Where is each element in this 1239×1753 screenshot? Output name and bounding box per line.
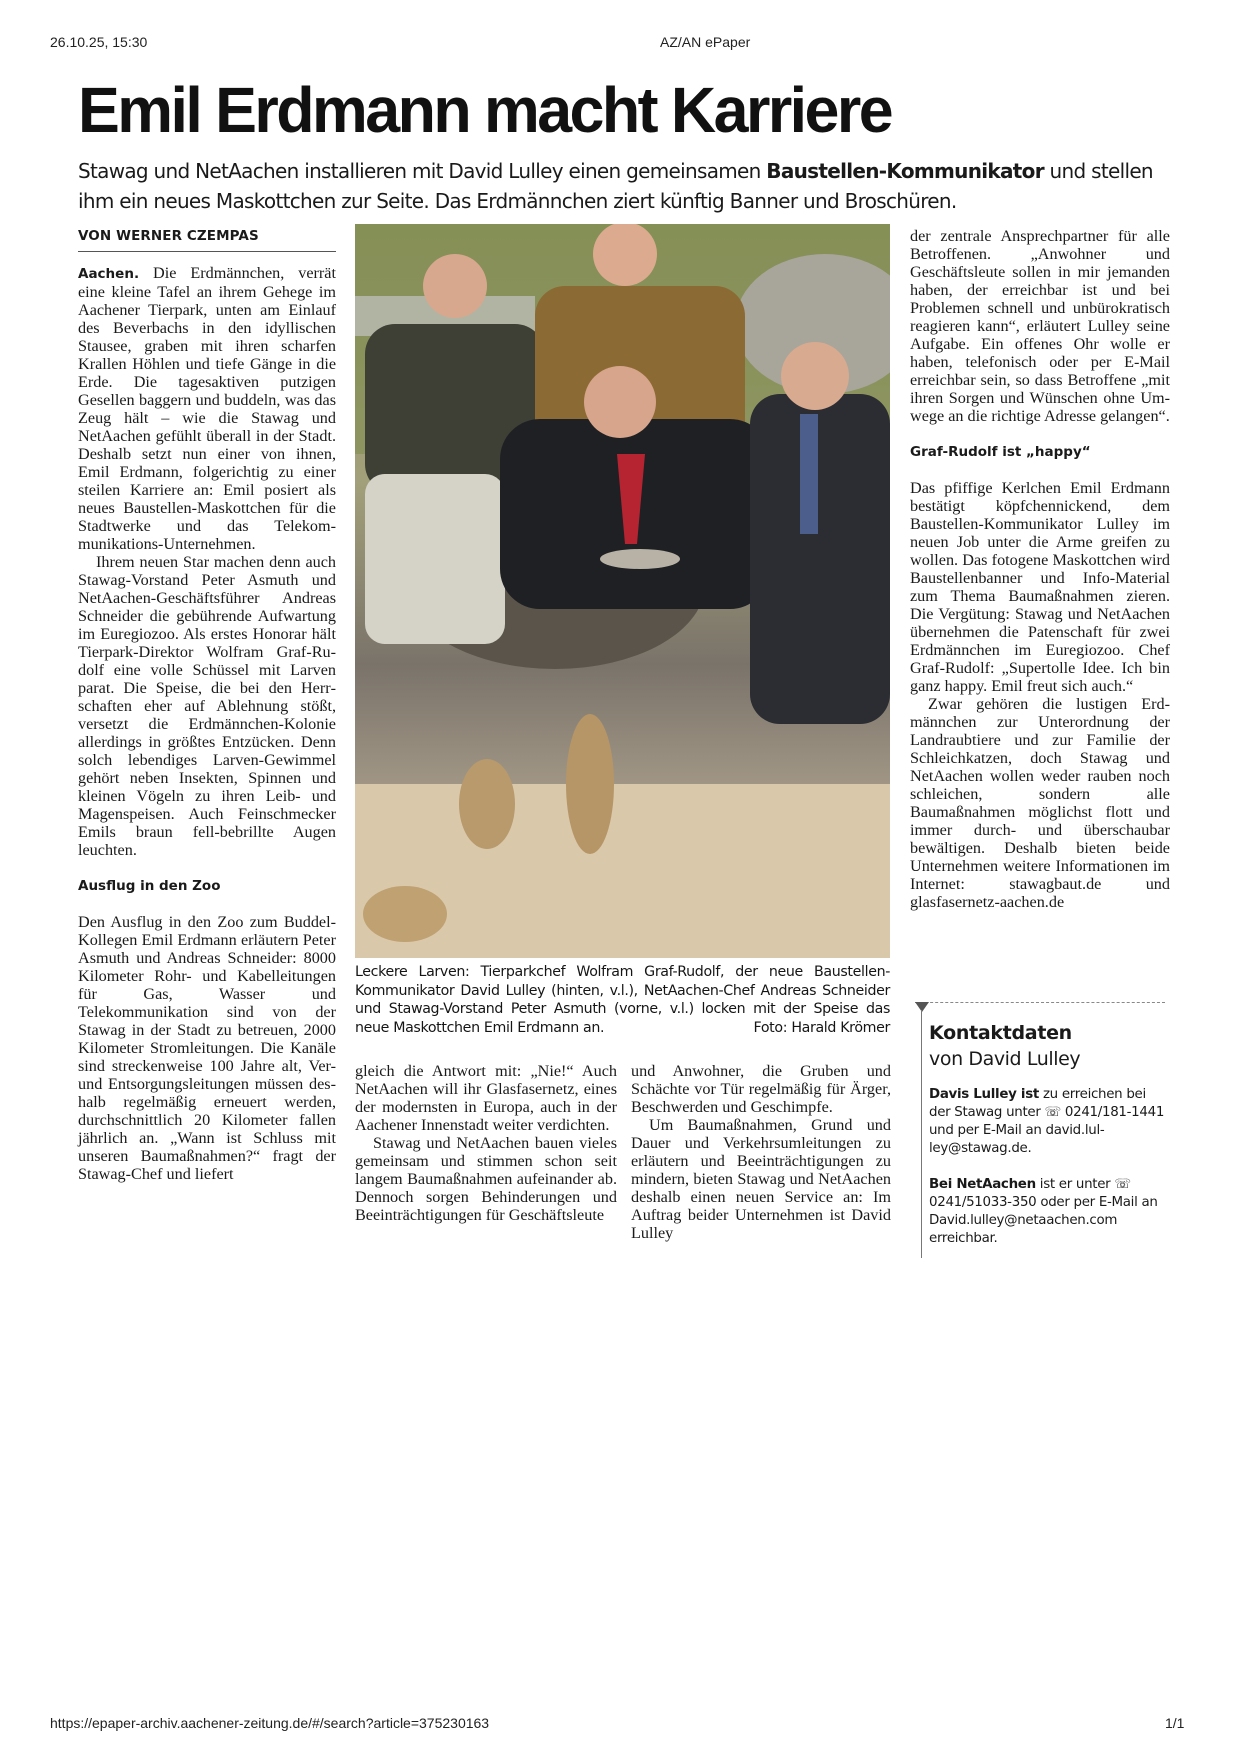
contact-lead: Bei NetAachen	[929, 1177, 1036, 1192]
article-column-2	[355, 1062, 617, 1224]
person-back-head	[593, 224, 657, 286]
print-page-number: 1/1	[1165, 1715, 1185, 1731]
person-front-head	[584, 366, 656, 438]
article-column-3	[631, 1062, 891, 1242]
photo-illustration	[355, 224, 890, 958]
infobox-title: Kontaktdaten	[929, 1022, 1072, 1044]
section-subtitle: Graf-Rudolf ist „happy“	[910, 444, 1091, 460]
paragraph: Stawag und NetAachen bauen vieles gemeinsam und stimmen schon seit langem Baumaßnahmen aufeinander ab. Dennoch sorgen Behinderungen und Beeinträchtigungen für Geschäftsleute	[355, 1134, 617, 1224]
subhead-text-1: Stawag und NetAachen installieren mit David Lulley einen gemeinsamen	[78, 159, 767, 183]
subhead-text-2: und stellen ihm ein neues Maskottchen zur Seite. Das Erdmännchen ziert künftig Banner und Broschüren.	[78, 159, 1153, 213]
paragraph-text: Die Erdmännchen, verrät eine kleine Tafel an ihrem Gehege im Aachener Tierpark, unten am Einlauf des Beverbachs in den idyllischen Stausee, graben mit ihren scharfen Krallen Höhlen und tiefe Gänge in die Erde. Die tagesaktiven putzigen Gesellen baggern und buddeln, was das Zeug hält – wie die Stawag und NetAachen gefühlt überall in der Stadt. Deshalb setzt nun einer von ihnen, Emil Erdmann, folgerichtig zu einer steilen Karriere an: Emil posiert als neues Baustellen-Maskottchen für die Stadtwerke und das Telekommunikations-Unternehmen.	[78, 264, 336, 553]
meerkat	[566, 714, 614, 854]
subhead-highlight: Baustellen-Kommunikator	[766, 159, 1044, 183]
meerkat	[363, 886, 447, 942]
paragraph: Das pfiffige Kerlchen Emil Erdmann bestätigt köpfchennickend, dem Baustellen-Kommunikator Lulley im neuen Job unter die Arme greifen zu wollen. Das fotogene Maskottchen wird Baustellenbanner und Info-Material zum Thema Baumaßnahmen zieren. Die Vergütung: Stawag und NetAachen übernehmen die Patenschaft für zwei Erdmännchen im Euregiozoo. Chef Graf-Rudolf: „Supertolle Idee. Ich bin ganz happy. Emil freut sich auch.“	[910, 479, 1170, 695]
section-subtitle: Ausflug in den Zoo	[78, 878, 221, 894]
person-left-trousers	[365, 474, 505, 644]
contact-lead: Davis Lulley ist	[929, 1087, 1039, 1102]
paragraph: Zwar gehören die lustigen Erdmännchen zur Unterordnung der Landraubtiere und zur Familie der Schleichkatzen, doch Stawag und NetAachen wollen weder rauben noch schleichen, sondern alle Baumaßnahmen möglichst flott und immer durch- und überschaubar bewältigen. Deshalb bieten beide Unternehmen weitere Informationen im Internet: stawagbaut.de und glasfasernetz-aachen.de	[910, 695, 1170, 911]
infobox-stawag-contact	[929, 1086, 1165, 1158]
article-photo	[355, 224, 890, 958]
print-title: AZ/AN ePaper	[660, 34, 751, 50]
blue-tie	[800, 414, 818, 534]
article-column-1	[78, 227, 336, 1183]
infobox-divider	[915, 1002, 1165, 1003]
paragraph	[78, 264, 336, 553]
article-column-4	[910, 227, 1170, 911]
print-url: https://epaper-archiv.aachener-zeitung.de/#/search?article=375230163	[50, 1715, 490, 1731]
paragraph: Ihrem neuen Star machen denn auch Stawag-Vorstand Peter Asmuth und NetAachen-Geschäftsführer Andreas Schneider die gebührende Aufwartung im Euregiozoo. Als erstes Honorar hält Tierpark-Direktor Wolfram Graf-Rudolf eine volle Schüssel mit Larven parat. Die Speise, die bei den Herrschaften eher auf Ablehnung stößt, versetzt die Erdmännchen-Kolonie allerdings in größtes Entzücken. Denn solch lebendiges Larven-Gewimmel gehört neben Insekten, Spinnen und kleinen Vögeln zu ihren Leib- und Magenspeisen. Auch Feinschmecker Emils braun fell-bebrillte Augen leuchten.	[78, 553, 336, 859]
caption-text: Leckere Larven: Tierparkchef Wolfram Graf-Rudolf, der neue Baustellen-Kommunikator David Lulley (hinten, v.l.), NetAachen-Chef Andreas Schneider und Stawag-Vorstand Peter Asmuth (vorne, v.l.) locken mit der Speise das neue Maskottchen Emil Erdmann an.	[355, 964, 890, 1036]
byline: VON WERNER CZEMPAS	[78, 227, 336, 252]
food-bowl	[600, 549, 680, 569]
article-subhead	[78, 156, 1158, 216]
contact-text: ist er unter ☏ 0241/51033-350 oder per E-Mail an David.lulley@netaachen.com erreichbar.	[929, 1177, 1158, 1246]
photo-caption	[355, 963, 890, 1037]
meerkat	[459, 759, 515, 849]
infobox-rule	[921, 1010, 922, 1258]
triangle-marker-icon	[915, 1002, 929, 1012]
photo-credit: Foto: Harald Krömer	[753, 1019, 890, 1036]
print-datetime: 26.10.25, 15:30	[50, 34, 148, 50]
article-headline: Emil Erdmann macht Karriere	[78, 74, 892, 146]
contact-text: zu erreichen bei der Stawag unter ☏ 0241/181-1441 und per E-Mail an david.lulley@stawag.de.	[929, 1087, 1165, 1156]
dateline: Aachen.	[78, 266, 140, 282]
paragraph: Um Baumaßnahmen, Grund und Dauer und Verkehrsumleitungen zu erläutern und Beeinträchtigungen zu mindern, bieten Stawag und NetAachen deshalb einen neuen Service an: Im Auftrag beider Unternehmen ist David Lulley	[631, 1116, 891, 1242]
person-right-head	[781, 342, 849, 410]
paragraph: der zentrale Ansprechpartner für alle Betroffenen. „Anwohner und Geschäftsleute sollen in mir jemanden haben, der erreichbar ist und bei Problemen schnell und unbürokratisch reagieren kann“, erläutert Lulley seine Aufgabe. Ein offenes Ohr wolle er haben, telefonisch oder per E-Mail erreichbar sein, so dass Betroffene „mit ihren Sorgen und Wünschen ohne Umwege an die richtige Adresse gelangen“.	[910, 227, 1170, 425]
paragraph: und Anwohner, die Gruben und Schächte vor Tür regelmäßig für Ärger, Beschwerden und Geschimpfe.	[631, 1062, 891, 1116]
paragraph: gleich die Antwort mit: „Nie!“ Auch NetAachen will ihr Glasfasernetz, eines der modernsten in Europa, auch in der Aachener Innenstadt weiter verdichten.	[355, 1062, 617, 1134]
person-left-head	[423, 254, 487, 318]
infobox-netaachen-contact	[929, 1176, 1165, 1248]
contact-infobox	[915, 1002, 1165, 1258]
person-right-suit	[750, 394, 890, 724]
infobox-subtitle: von David Lulley	[929, 1048, 1081, 1070]
paragraph: Den Ausflug in den Zoo zum Buddel-Kollegen Emil Erdmann erläutern Peter Asmuth und Andreas Schneider: 8000 Kilometer Rohr- und Kabelleitungen für Gas, Wasser und Telekommunikation sind von der Stawag in der Stadt zu betreuen, 2000 Kilometer Stromleitungen. Die Kanäle sind streckenweise 100 Jahre alt, Ver- und Entsorgungsleitungen müssen deshalb regelmäßig erneuert werden, durchschnittlich 20 Kilometer fallen jährlich an. „Wann ist Schluss mit unseren Baumaßnahmen?“ fragt der Stawag-Chef und liefert	[78, 913, 336, 1183]
